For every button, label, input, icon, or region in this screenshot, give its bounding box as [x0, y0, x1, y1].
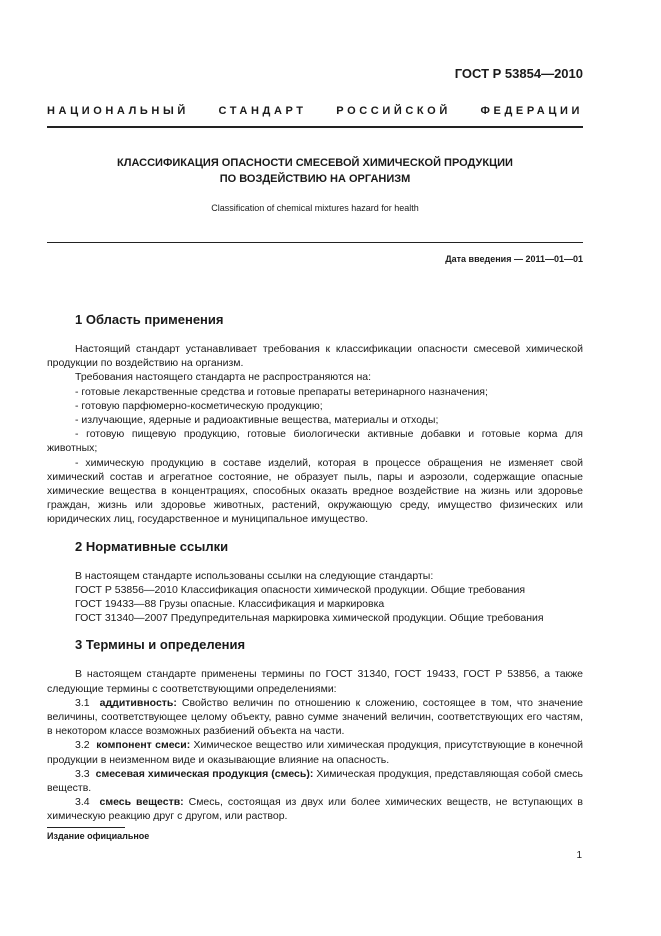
reference-item: ГОСТ 19433—88 Грузы опасные. Классификация и маркировка	[75, 598, 385, 611]
paragraph: - готовую пищевую продукцию, готовые биологически активные добавки и готовые корма для животных;	[47, 428, 583, 455]
paragraph: - готовые лекарственные средства и готовые препараты ветеринарного назначения;	[75, 385, 488, 398]
introduction-date: Дата введения — 2011—01—01	[445, 254, 583, 264]
edition-note: Издание официальное	[47, 831, 150, 841]
document-id: ГОСТ Р 53854—2010	[454, 66, 583, 81]
term-definition	[47, 767, 583, 795]
title-line: ПО ВОЗДЕЙСТВИЮ НА ОРГАНИЗМ	[219, 173, 411, 185]
term-number: 3.4	[75, 796, 90, 809]
document-title	[47, 155, 583, 187]
term-text: Свойство величин по отношению к сложению, состоящее в том, что значение величины, соответствующее целому объекту, равно сумме значений величин, соответствующих его частям, в некотором классе возможных разбиений объекта на части.	[47, 696, 583, 738]
paragraph: Требования настоящего стандарта не распространяются на:	[75, 371, 372, 384]
banner-word: НАЦИОНАЛЬНЫЙ	[47, 105, 189, 117]
section-title: 1 Область применения	[75, 312, 224, 327]
reference-item: ГОСТ 31340—2007 Предупредительная маркировка химической продукции. Общие требования	[75, 612, 544, 625]
national-standard-banner	[47, 105, 583, 117]
english-title: Classification of chemical mixtures hazard for health	[211, 203, 419, 213]
term-name: смесевая химическая продукция (смесь):	[95, 767, 314, 780]
term-name: аддитивность:	[99, 696, 177, 709]
term-definition	[47, 696, 583, 739]
paragraph: - готовую парфюмерно-косметическую продукцию;	[75, 399, 323, 412]
paragraph: В настоящем стандарте применены термины по ГОСТ 31340, ГОСТ 19433, ГОСТ Р 53856, а также следующие термины с соответствующими определениями:	[47, 668, 583, 695]
title-rule	[47, 242, 583, 243]
section-title: 3 Термины и определения	[75, 637, 246, 653]
banner-word: СТАНДАРТ	[218, 105, 307, 117]
term-name: компонент смеси:	[96, 739, 191, 752]
paragraph: Настоящий стандарт устанавливает требования к классификации опасности смесевой химической продукции по воздействию на организм.	[47, 343, 583, 370]
paragraph: - излучающие, ядерные и радиоактивные вещества, материалы и отходы;	[75, 414, 439, 427]
banner-word: РОССИЙСКОЙ	[336, 105, 451, 117]
footer-rule	[47, 827, 125, 828]
term-text: Химическое вещество или химическая продукция, присутствующие в конечной продукции в неизменном виде и оказывающие влияние на опасность.	[47, 739, 584, 766]
term-number: 3.3	[75, 767, 90, 780]
term-text: Смесь, состоящая из двух или более химических веществ, не вступающих в химическую реакцию друг с другом, или раствор.	[47, 796, 583, 823]
reference-item: ГОСТ Р 53856—2010 Классификация опасности химической продукции. Общие требования	[75, 583, 526, 596]
term-definition	[47, 795, 583, 823]
term-number: 3.2	[75, 739, 90, 752]
page-number: 1	[576, 850, 582, 861]
paragraph: В настоящем стандарте использованы ссылки на следующие стандарты:	[75, 569, 434, 582]
paragraph: - химическую продукцию в составе изделий, которая в процессе обращения не изменяет свой химический состав и агрегатное состояние, не образует пыль, пары и аэрозоли, содержащие опасные химические вещества в концентрациях, способных оказать вредное воздействие на жизнь или здоровье граждан, жизнь или здоровье животных, растений, окружающую среду, имущество физических или юридических лиц, государственное и муниципальное имущество.	[47, 456, 583, 526]
banner-word: ФЕДЕРАЦИИ	[480, 105, 583, 117]
term-definition	[47, 738, 583, 766]
top-rule	[47, 126, 583, 128]
term-number: 3.1	[75, 696, 90, 709]
term-name: смесь веществ:	[99, 796, 184, 809]
section-title: 2 Нормативные ссылки	[75, 538, 229, 554]
document-body	[47, 300, 583, 824]
title-line: КЛАССИФИКАЦИЯ ОПАСНОСТИ СМЕСЕВОЙ ХИМИЧЕСКОЙ ПРОДУКЦИИ	[117, 157, 513, 169]
term-text: Химическая продукция, представляющая собой смесь веществ.	[47, 767, 583, 795]
